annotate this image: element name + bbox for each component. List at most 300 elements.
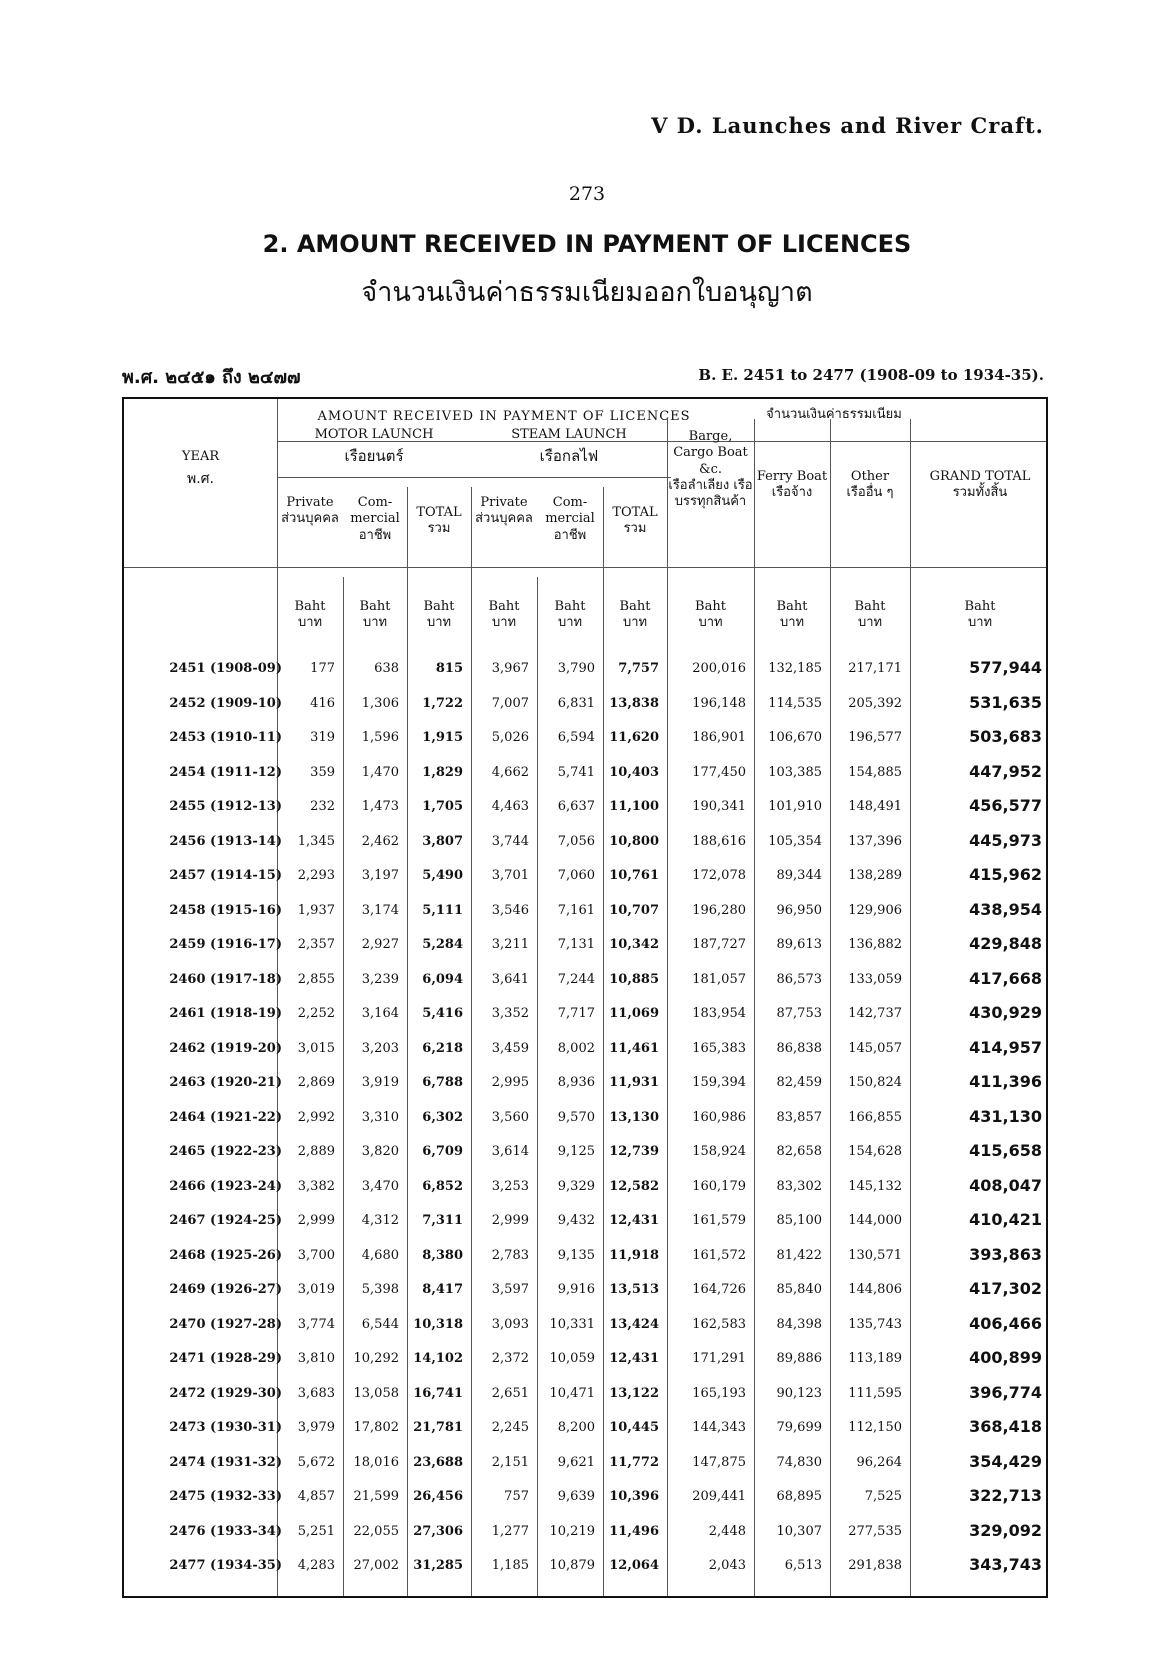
table-row [124,930,1050,960]
value-cell: 757 [504,1489,529,1504]
value-cell: 11,772 [609,1454,659,1470]
grand-total-cell: 503,683 [969,727,1042,746]
value-cell: 2,357 [297,937,335,952]
year-cell: 2474 (1931-32) [169,1454,282,1470]
value-cell: 1,596 [361,730,399,745]
value-cell: 3,979 [297,1420,335,1435]
value-cell: 85,100 [776,1213,822,1228]
value-cell: 85,840 [776,1282,822,1297]
value-cell: 150,824 [848,1075,902,1090]
value-cell: 89,886 [776,1351,822,1366]
value-cell: 277,535 [848,1523,902,1539]
table-row [124,758,1050,788]
unit-label-english: Baht [964,599,996,614]
value-cell: 4,312 [361,1213,399,1228]
value-cell: 12,431 [609,1213,659,1228]
year-cell: 2457 (1914-15) [169,868,282,883]
value-cell: 10,707 [609,902,659,918]
value-cell: 183,954 [692,1006,746,1021]
table-row [124,965,1050,995]
value-cell: 3,352 [491,1006,529,1021]
value-cell: 3,560 [491,1109,529,1125]
table-row [124,1034,1050,1064]
grand-total-cell: 329,092 [969,1520,1042,1540]
value-cell: 7,007 [491,695,529,711]
value-cell: 1,345 [297,833,335,849]
value-cell: 9,125 [557,1144,595,1159]
value-cell: 2,999 [491,1213,529,1228]
value-cell: 4,662 [491,764,529,780]
barge-header: Barge, Cargo Boat &c. เรือลำเลียง เรือบรรทุกสินค้า [668,429,753,509]
value-cell: 84,398 [776,1316,822,1332]
value-cell: 1,470 [361,764,399,780]
year-cell: 2473 (1930-31) [169,1420,282,1435]
value-cell: 9,621 [557,1454,595,1470]
value-cell: 27,306 [413,1523,463,1539]
value-cell: 13,130 [609,1109,659,1125]
year-cell: 2475 (1932-33) [169,1489,282,1504]
value-cell: 7,056 [557,833,595,849]
header-divider [124,567,1046,568]
grand-total-cell: 415,658 [969,1141,1042,1160]
value-cell: 16,741 [413,1385,463,1401]
value-cell: 3,197 [361,868,399,883]
value-cell: 2,869 [297,1075,335,1090]
value-cell: 112,150 [848,1420,902,1435]
value-cell: 2,448 [708,1523,746,1539]
steam-total-header: TOTAL รวม [612,505,658,537]
value-cell: 5,398 [361,1282,399,1297]
table-row [124,1275,1050,1305]
grand-total-cell: 400,899 [969,1348,1042,1367]
value-cell: 2,889 [297,1144,335,1159]
grand-total-cell: 393,863 [969,1244,1042,1264]
grand-total-cell: 322,713 [969,1486,1042,1505]
value-cell: 7,311 [422,1213,463,1228]
grand-total-cell: 417,668 [969,968,1042,988]
table-row [124,689,1050,719]
unit-label-thai: บาท [491,615,517,631]
value-cell: 89,613 [776,937,822,952]
value-cell: 106,670 [768,730,822,745]
year-cell: 2460 (1917-18) [169,971,282,987]
value-cell: 8,200 [557,1420,595,1435]
grand-total-cell: 417,302 [969,1279,1042,1298]
unit-label [343,599,407,632]
value-cell: 187,727 [692,937,746,952]
unit-label-thai: บาท [698,615,723,631]
steam-launch-header-thai: เรือกลไฟ [539,447,599,465]
other-header: Other เรืออื่น ๆ [846,469,894,501]
unit-label-english: Baht [488,599,520,614]
value-cell: 4,680 [361,1247,399,1263]
value-cell: 172,078 [692,868,746,883]
value-cell: 1,277 [491,1523,529,1539]
value-cell: 133,059 [848,971,902,987]
value-cell: 12,064 [609,1558,659,1573]
unit-label-english: Baht [554,599,586,614]
value-cell: 3,790 [557,661,595,676]
unit-label-thai: บาท [967,615,993,631]
value-cell: 161,572 [692,1247,746,1263]
value-cell: 5,284 [422,937,463,952]
grand-total-cell: 415,962 [969,865,1042,884]
value-cell: 8,936 [557,1075,595,1090]
value-cell: 6,302 [422,1109,463,1125]
unit-label [667,599,754,632]
year-cell: 2452 (1909-10) [169,695,282,711]
value-cell: 74,830 [776,1454,822,1470]
value-cell: 3,164 [361,1006,399,1021]
value-cell: 6,637 [557,799,595,814]
year-cell: 2455 (1912-13) [169,799,282,814]
motor-total-header: TOTAL รวม [416,505,462,537]
year-cell: 2459 (1916-17) [169,937,282,952]
value-cell: 217,171 [848,661,902,676]
value-cell: 2,651 [491,1385,529,1401]
value-cell: 1,306 [361,695,399,711]
value-cell: 83,302 [776,1178,822,1194]
value-cell: 3,382 [297,1178,335,1194]
value-cell: 2,245 [491,1420,529,1435]
value-cell: 2,462 [361,833,399,849]
value-cell: 87,753 [776,1006,822,1021]
value-cell: 26,456 [413,1489,463,1504]
value-cell: 5,416 [422,1006,463,1021]
value-cell: 10,396 [609,1489,659,1504]
value-cell: 188,616 [692,833,746,849]
grand-total-cell: 456,577 [969,796,1042,815]
grand-total-cell: 414,957 [969,1037,1042,1057]
unit-label-english: Baht [423,599,455,614]
value-cell: 196,148 [692,695,746,711]
value-cell: 10,761 [609,868,659,883]
value-cell: 11,496 [609,1523,659,1539]
year-range-thai: พ.ศ. ๒๔๕๑ ถึง ๒๔๗๗ [122,367,301,388]
table-row [124,1379,1050,1409]
value-cell: 6,594 [557,730,595,745]
year-cell: 2458 (1915-16) [169,902,282,918]
value-cell: 10,800 [609,833,659,849]
value-cell: 7,717 [557,1006,595,1021]
value-cell: 3,614 [491,1144,529,1159]
motor-launch-header-thai: เรือยนตร์ [344,447,404,465]
value-cell: 6,852 [422,1178,463,1194]
value-cell: 200,016 [692,661,746,676]
value-cell: 160,986 [692,1109,746,1125]
year-cell: 2469 (1926-27) [169,1282,282,1297]
value-cell: 1,185 [491,1558,529,1573]
unit-label [407,599,471,632]
year-cell: 2464 (1921-22) [169,1109,282,1125]
year-cell: 2453 (1910-11) [169,730,282,745]
grand-total-cell: 577,944 [969,658,1042,677]
value-cell: 10,318 [413,1316,463,1332]
motor-commercial-header: Com-mercial อาชีพ [350,495,400,543]
value-cell: 1,473 [361,799,399,814]
value-cell: 137,396 [848,833,902,849]
motor-private-header: Private ส่วนบุคคล [281,495,339,527]
value-cell: 4,463 [491,799,529,814]
value-cell: 113,189 [848,1351,902,1366]
value-cell: 3,744 [491,833,529,849]
value-cell: 3,470 [361,1178,399,1194]
unit-label-english: Baht [359,599,391,614]
amount-header: AMOUNT RECEIVED IN PAYMENT OF LICENCES [317,409,691,424]
unit-label [830,599,910,632]
value-cell: 4,283 [297,1558,335,1573]
value-cell: 10,403 [609,764,659,780]
value-cell: 82,459 [776,1075,822,1090]
table-row [124,1172,1050,1202]
value-cell: 11,461 [609,1040,659,1056]
value-cell: 17,802 [353,1420,399,1435]
value-cell: 6,544 [361,1316,399,1332]
year-cell: 2470 (1927-28) [169,1316,282,1332]
value-cell: 2,999 [297,1213,335,1228]
value-cell: 6,831 [557,695,595,711]
value-cell: 11,069 [609,1006,659,1021]
value-cell: 162,583 [692,1316,746,1332]
value-cell: 3,641 [491,971,529,987]
table-row [124,1517,1050,1547]
value-cell: 3,459 [491,1040,529,1056]
value-cell: 2,372 [491,1351,529,1366]
value-cell: 132,185 [768,661,822,676]
grand-total-cell: 406,466 [969,1313,1042,1333]
value-cell: 12,431 [609,1351,659,1366]
grand-total-cell: 431,130 [969,1106,1042,1126]
table-row [124,999,1050,1029]
value-cell: 96,264 [856,1454,902,1470]
value-cell: 5,490 [422,868,463,883]
value-cell: 638 [374,661,399,676]
value-cell: 3,919 [361,1075,399,1090]
value-cell: 171,291 [692,1351,746,1366]
grand-total-cell: 411,396 [969,1072,1042,1091]
grand-total-cell: 408,047 [969,1175,1042,1195]
value-cell: 158,924 [692,1144,746,1159]
value-cell: 12,582 [609,1178,659,1194]
value-cell: 3,701 [491,868,529,883]
year-cell: 2456 (1913-14) [169,833,282,849]
value-cell: 10,292 [353,1351,399,1366]
value-cell: 6,218 [422,1040,463,1056]
value-cell: 161,579 [692,1213,746,1228]
value-cell: 136,882 [848,937,902,952]
value-cell: 22,055 [353,1523,399,1539]
year-cell: 2477 (1934-35) [169,1558,282,1573]
value-cell: 7,161 [557,902,595,918]
value-cell: 177 [310,661,335,676]
value-cell: 12,739 [609,1144,659,1159]
table-row [124,827,1050,857]
value-cell: 10,342 [609,937,659,952]
value-cell: 7,060 [557,868,595,883]
unit-label-english: Baht [619,599,651,614]
value-cell: 3,211 [491,937,529,952]
value-cell: 13,058 [353,1385,399,1401]
unit-label-thai: บาท [857,615,883,631]
value-cell: 6,788 [422,1075,463,1090]
value-cell: 5,111 [422,902,463,918]
value-cell: 3,683 [297,1385,335,1401]
value-cell: 144,806 [848,1282,902,1297]
value-cell: 154,628 [848,1144,902,1159]
value-cell: 7,525 [864,1489,902,1504]
grand-total-cell: 531,635 [969,692,1042,712]
value-cell: 205,392 [848,695,902,711]
value-cell: 6,094 [422,971,463,987]
value-cell: 1,937 [297,902,335,918]
value-cell: 147,875 [692,1454,746,1470]
value-cell: 86,838 [776,1040,822,1056]
table-row [124,861,1050,891]
value-cell: 81,422 [776,1247,822,1263]
unit-label [277,599,343,632]
value-cell: 14,102 [413,1351,463,1366]
value-cell: 114,535 [768,695,822,711]
value-cell: 82,658 [776,1144,822,1159]
steam-launch-header: STEAM LAUNCH [511,427,627,442]
value-cell: 177,450 [692,764,746,780]
value-cell: 181,057 [692,971,746,987]
value-cell: 23,688 [413,1454,463,1470]
value-cell: 416 [310,695,335,711]
unit-label-english: Baht [776,599,808,614]
year-cell: 2471 (1928-29) [169,1351,282,1366]
table-row [124,1310,1050,1340]
value-cell: 145,132 [848,1178,902,1194]
grand-total-cell: 410,421 [969,1210,1042,1229]
value-cell: 111,595 [848,1385,902,1401]
value-cell: 1,722 [422,695,463,711]
table-row [124,1206,1050,1236]
value-cell: 3,015 [297,1040,335,1056]
grand-total-cell: 447,952 [969,761,1042,781]
value-cell: 2,151 [491,1454,529,1470]
value-cell: 9,916 [557,1282,595,1297]
value-cell: 10,885 [609,971,659,987]
value-cell: 196,280 [692,902,746,918]
unit-label-thai: บาท [557,615,583,631]
table-row [124,723,1050,753]
value-cell: 31,285 [413,1558,463,1573]
table-row [124,1068,1050,1098]
value-cell: 5,026 [491,730,529,745]
amount-header-thai: จำนวนเงินค่าธรรมเนียม [766,407,902,422]
value-cell: 8,417 [422,1282,463,1297]
year-header-thai: พ.ศ. [186,471,214,487]
value-cell: 4,857 [297,1489,335,1504]
value-cell: 209,441 [692,1489,746,1504]
year-range-english: B. E. 2451 to 2477 (1908-09 to 1934-35). [698,366,1044,384]
value-cell: 105,354 [768,833,822,849]
table-row [124,1103,1050,1133]
year-cell: 2476 (1933-34) [169,1523,282,1539]
value-cell: 86,573 [776,971,822,987]
grand-total-cell: 429,848 [969,934,1042,953]
value-cell: 1,829 [422,764,463,780]
year-cell: 2461 (1918-19) [169,1006,282,1021]
value-cell: 1,705 [422,799,463,814]
value-cell: 3,174 [361,902,399,918]
value-cell: 148,491 [848,799,902,814]
value-cell: 10,219 [549,1523,595,1539]
value-cell: 6,709 [422,1144,463,1159]
grand-total-cell: 343,743 [969,1555,1042,1574]
value-cell: 11,931 [609,1075,659,1090]
grand-total-cell: 396,774 [969,1382,1042,1402]
value-cell: 3,546 [491,902,529,918]
value-cell: 3,597 [491,1282,529,1297]
unit-label-thai: บาท [297,615,323,631]
year-cell: 2463 (1920-21) [169,1075,282,1090]
value-cell: 5,251 [297,1523,335,1539]
value-cell: 815 [435,661,463,676]
value-cell: 7,757 [618,661,659,676]
table-row [124,792,1050,822]
grand-total-header: GRAND TOTAL รวมทั้งสิ้น [929,469,1031,501]
value-cell: 3,810 [297,1351,335,1366]
table-row [124,654,1050,684]
value-cell: 18,016 [353,1454,399,1470]
grand-total-cell: 445,973 [969,830,1042,850]
value-cell: 1,915 [422,730,463,745]
year-cell: 2468 (1925-26) [169,1247,282,1263]
year-header: YEAR [181,449,220,464]
value-cell: 2,927 [361,937,399,952]
unit-label-thai: บาท [362,615,388,631]
value-cell: 10,307 [776,1523,822,1539]
value-cell: 10,471 [549,1385,595,1401]
unit-label [603,599,667,632]
table-row [124,1413,1050,1443]
value-cell: 9,432 [557,1213,595,1228]
value-cell: 11,918 [609,1247,659,1263]
value-cell: 10,879 [549,1558,595,1573]
header-divider [277,477,671,478]
value-cell: 3,253 [491,1178,529,1194]
page-title-thai: จำนวนเงินค่าธรรมเนียมออกใบอนุญาต [361,277,813,308]
value-cell: 68,895 [776,1489,822,1504]
value-cell: 138,289 [848,868,902,883]
value-cell: 3,093 [491,1316,529,1332]
value-cell: 129,906 [848,902,902,918]
steam-commercial-header: Com-mercial อาชีพ [545,495,595,543]
value-cell: 165,193 [692,1385,746,1401]
value-cell: 164,726 [692,1282,746,1297]
value-cell: 3,239 [361,971,399,987]
value-cell: 2,995 [491,1075,529,1090]
value-cell: 13,122 [609,1385,659,1401]
value-cell: 6,513 [784,1558,822,1573]
table-row [124,1448,1050,1478]
value-cell: 9,570 [557,1109,595,1125]
value-cell: 166,855 [848,1109,902,1125]
value-cell: 79,699 [776,1420,822,1435]
value-cell: 2,252 [297,1006,335,1021]
year-cell: 2467 (1924-25) [169,1213,282,1228]
value-cell: 130,571 [848,1247,902,1263]
unit-label [537,599,603,632]
unit-label-english: Baht [294,599,326,614]
value-cell: 160,179 [692,1178,746,1194]
value-cell: 2,783 [491,1247,529,1263]
value-cell: 7,131 [557,937,595,952]
value-cell: 9,639 [557,1489,595,1504]
steam-private-header: Private ส่วนบุคคล [475,495,533,527]
